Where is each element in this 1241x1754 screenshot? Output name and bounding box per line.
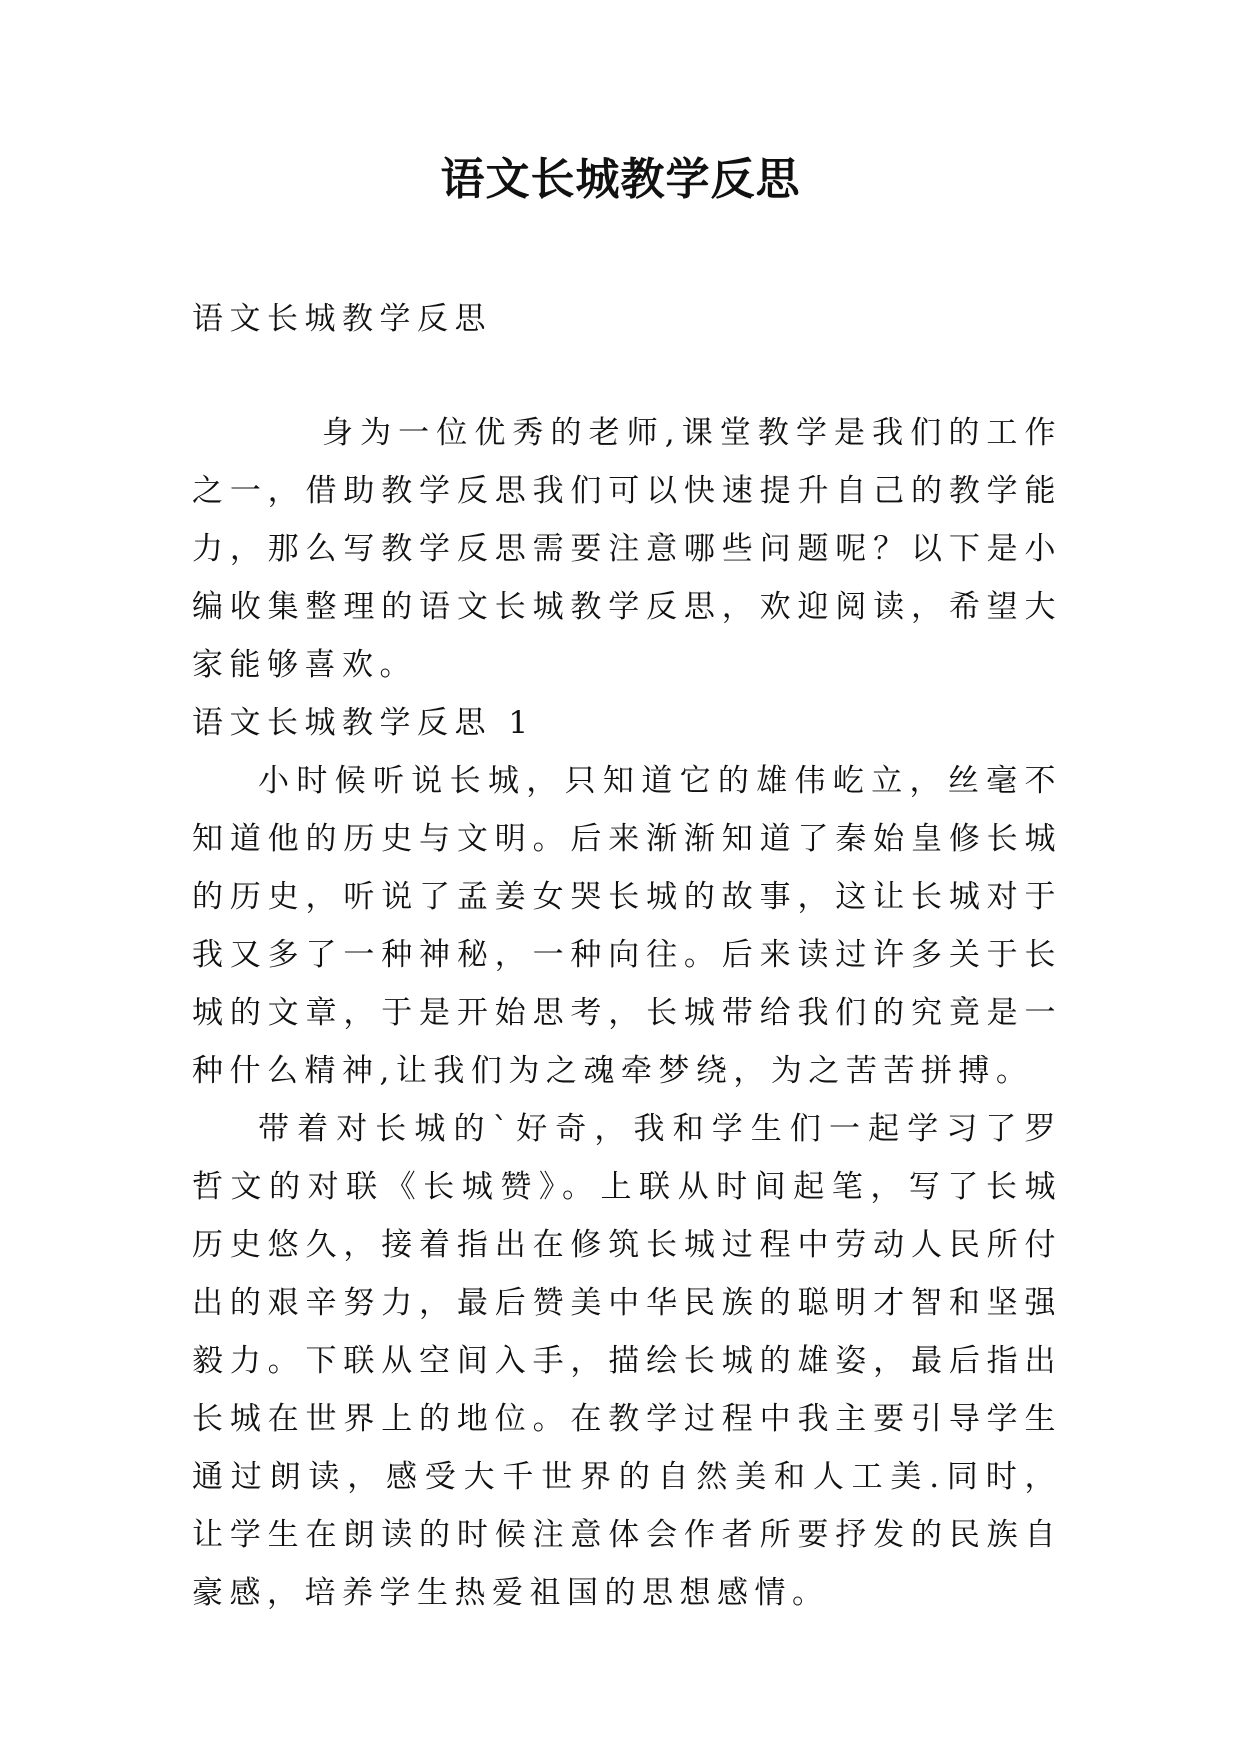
body-paragraph: 带着对长城的`好奇，我和学生们一起学习了罗哲文的对联《长城赞》。上联从时间起笔，写了长城历史悠久，接着指出在修筑长城过程中劳动人民所付出的艰辛努力，最后赞美中华民族的聪明才智和坚强毅力。下联从空间入手，描绘长城的雄姿，最后指出长城在世界上的地位。在教学过程中我主要引导学生通过朗读，感受大千世界的自然美和人工美.同时，让学生在朗读的时候注意体会作者所要抒发的民族自豪感，培养学生热爱祖国的思想感情。 [192, 1111, 1062, 1611]
body-paragraph: 小时候听说长城，只知道它的雄伟屹立，丝毫不知道他的历史与文明。后来渐渐知道了秦始皇修长城的历史，听说了孟姜女哭长城的故事，这让长城对于我又多了一种神秘，一种向往。后来读过许多关于长城的文章，于是开始思考，长城带给我们的究竟是一种什么精神,让我们为之魂牵梦绕，为之苦苦拼搏。 [192, 763, 1062, 1089]
document-subtitle: 语文长城教学反思 [192, 301, 492, 337]
section-heading: 语文长城教学反思 1 [192, 705, 535, 741]
document-title: 语文长城教学反思 [440, 154, 801, 205]
intro-paragraph: 身为一位优秀的老师,课堂教学是我们的工作之一，借助教学反思我们可以快速提升自己的教学能力，那么写教学反思需要注意哪些问题呢？以下是小编收集整理的语文长城教学反思，欢迎阅读，希望大家能够喜欢。 [192, 415, 1062, 683]
